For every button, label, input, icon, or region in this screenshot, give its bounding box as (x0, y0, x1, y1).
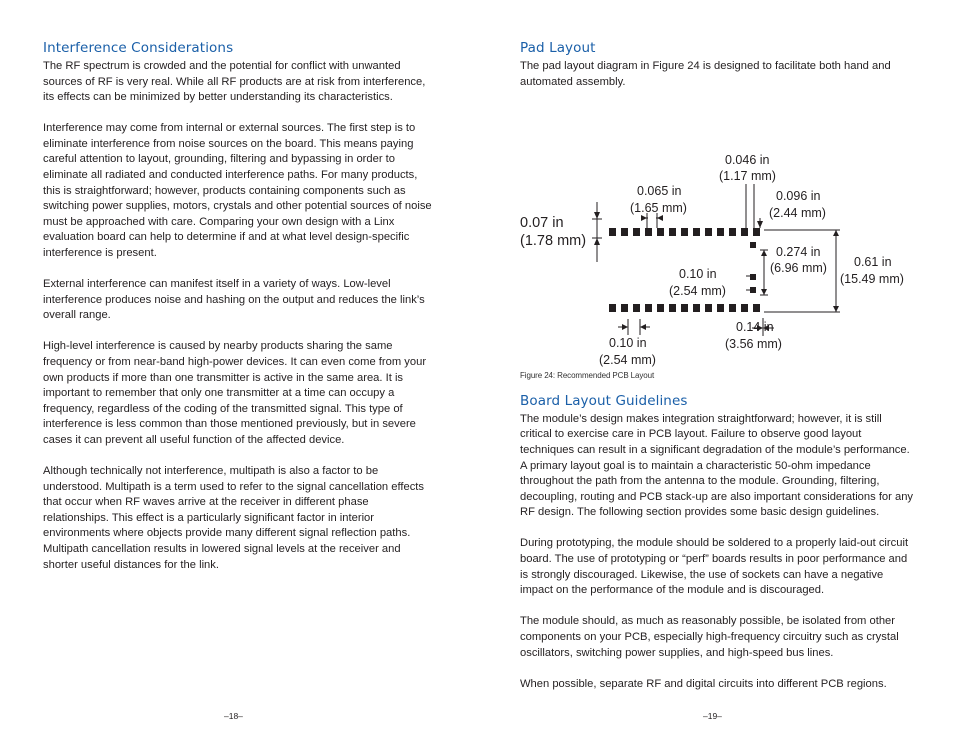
page-number-left: –18– (224, 711, 243, 721)
pad-bottom-row (753, 304, 760, 312)
dim-070-in: 0.07 in (520, 215, 564, 232)
pad-layout-intro: The pad layout diagram in Figure 24 is designed to facilitate both hand and automated assembly. (520, 60, 891, 88)
pad-bottom-row (645, 304, 652, 312)
pad-side (750, 242, 756, 248)
pad-top-row (729, 228, 736, 236)
right-page-column (520, 40, 915, 708)
left-page-column (43, 40, 435, 589)
dim-010-inner-in: 0.10 in (679, 267, 717, 282)
dim-065-in: 0.065 in (637, 184, 682, 199)
figure-caption: Figure 24: Recommended PCB Layout (520, 371, 655, 381)
pad-layout-heading: Pad Layout (520, 40, 596, 56)
interference-paragraph-4: High-level interference is caused by nearby products sharing the same frequency or from near-band high-power devices. It can even come from your own products if more than one transmitter is active in the same area. It is important to remember that only one transmitter at a time can occupy a frequency, regardless of the coding of the transmitted signal. This type of interference is less common than those mentioned previously, but in severe cases it can prevent all useful function of the affected device. (43, 340, 427, 446)
pad-top-row (657, 228, 664, 236)
pad-top-row (645, 228, 652, 236)
board-paragraph-2: During prototyping, the module should be soldered to a properly laid-out circuit board. The use of prototyping or “perf” boards results in poor performance and is strongly discouraged. Likewise, the use of sockets can have a negative impact on the performance of the module and is discouraged. (520, 537, 909, 597)
board-paragraph-4: When possible, separate RF and digital circuits into different PCB regions. (520, 677, 887, 690)
dim-010-bottom-mm: (2.54 mm) (599, 353, 656, 368)
pcb-pad-diagram-svg (520, 90, 920, 368)
pad-bottom-row (657, 304, 664, 312)
interference-paragraph-3: External interference can manifest itself in a variety of ways. Low-level interference produces noise and hashing on the output and reduces the link’s overall range. (43, 278, 425, 322)
pad-bottom-row (717, 304, 724, 312)
pad-bottom-row (669, 304, 676, 312)
pad-top-row (621, 228, 628, 236)
pad-layout-diagram (520, 90, 915, 368)
pad-bottom-row (729, 304, 736, 312)
interference-heading: Interference Considerations (43, 40, 234, 56)
pad-top-row (741, 228, 748, 236)
dim-014-in: 0.14 in (736, 320, 774, 335)
dim-010-bottom-in: 0.10 in (609, 336, 647, 351)
pad-bottom-row (741, 304, 748, 312)
board-paragraph-1: The module’s design makes integration straightforward; however, it is still critical to exercise care in PCB layout. Failure to observe good layout techniques can result in a significant degradation of the module’s performance. A primary layout goal is to maintain a characteristic 50-ohm impedance throughout the path from the antenna to the module. Grounding, filtering, decoupling, routing and PCB stack-up are also important considerations for any RF design. The following section provides some basic design guidelines. (520, 412, 914, 519)
dim-096-mm: (2.44 mm) (769, 206, 826, 221)
dim-274-in: 0.274 in (776, 245, 821, 260)
pad-bottom-row (633, 304, 640, 312)
pad-top-row (693, 228, 700, 236)
pad-side (750, 274, 756, 280)
pad-top-row (681, 228, 688, 236)
dim-096-in: 0.096 in (776, 189, 821, 204)
interference-paragraph-2: Interference may come from internal or external sources. The first step is to eliminate interference from noise sources on the board. This means paying careful attention to layout, grounding, filtering and bypassing in order to eliminate all radiated and conducted interference paths. For many products, this is straightforward; however, products containing components such as switching power supplies, motors, crystals and other potential sources of noise must be approached with care. Comparing your own design with a Linx evaluation board can help to determine if and at what level design-specific interference is present. (43, 122, 432, 260)
interference-paragraph-5: Although technically not interference, multipath is also a factor to be understood. Multipath is a term used to refer to the signal cancellation effects that occur when RF waves arrive at the receiver in different phase relationships. This effect is a particularly significant factor in interior environments where objects provide many different signal reflection paths. Multipath cancellation results in lowered signal levels at the receiver and shorter useful distances for the link. (43, 465, 425, 571)
dim-046-in: 0.046 in (725, 153, 770, 168)
pad-bottom-row (705, 304, 712, 312)
board-layout-heading: Board Layout Guidelines (520, 392, 688, 409)
pad-top-row (705, 228, 712, 236)
dim-061-in: 0.61 in (854, 255, 892, 270)
dim-046-mm: (1.17 mm) (719, 169, 776, 184)
pad-top-row (633, 228, 640, 236)
pad-top-row (609, 228, 616, 236)
dim-061-mm: (15.49 mm) (840, 272, 904, 287)
pad-top-row (753, 228, 760, 236)
pad-bottom-row (693, 304, 700, 312)
dim-070-mm: (1.78 mm) (520, 233, 587, 250)
dim-274-mm: (6.96 mm) (770, 261, 827, 276)
board-paragraph-3: The module should, as much as reasonably possible, be isolated from other components on your PCB, especially high-frequency circuitry such as crystal oscillators, switching power supplies, and high-speed bus lines. (520, 615, 899, 659)
pad-top-row (669, 228, 676, 236)
dim-065-mm: (1.65 mm) (630, 201, 687, 216)
pad-top-row (717, 228, 724, 236)
pad-bottom-row (609, 304, 616, 312)
interference-paragraph-1: The RF spectrum is crowded and the potential for conflict with unwanted sources of RF is very real. While all RF products are at risk from interference, its effects can be minimized by better understanding its characteristics. (43, 60, 426, 104)
page-number-right: –19– (703, 711, 722, 721)
pad-bottom-row (621, 304, 628, 312)
dim-014-mm: (3.56 mm) (725, 337, 782, 352)
dim-010-inner-mm: (2.54 mm) (669, 284, 726, 299)
pad-bottom-row (681, 304, 688, 312)
